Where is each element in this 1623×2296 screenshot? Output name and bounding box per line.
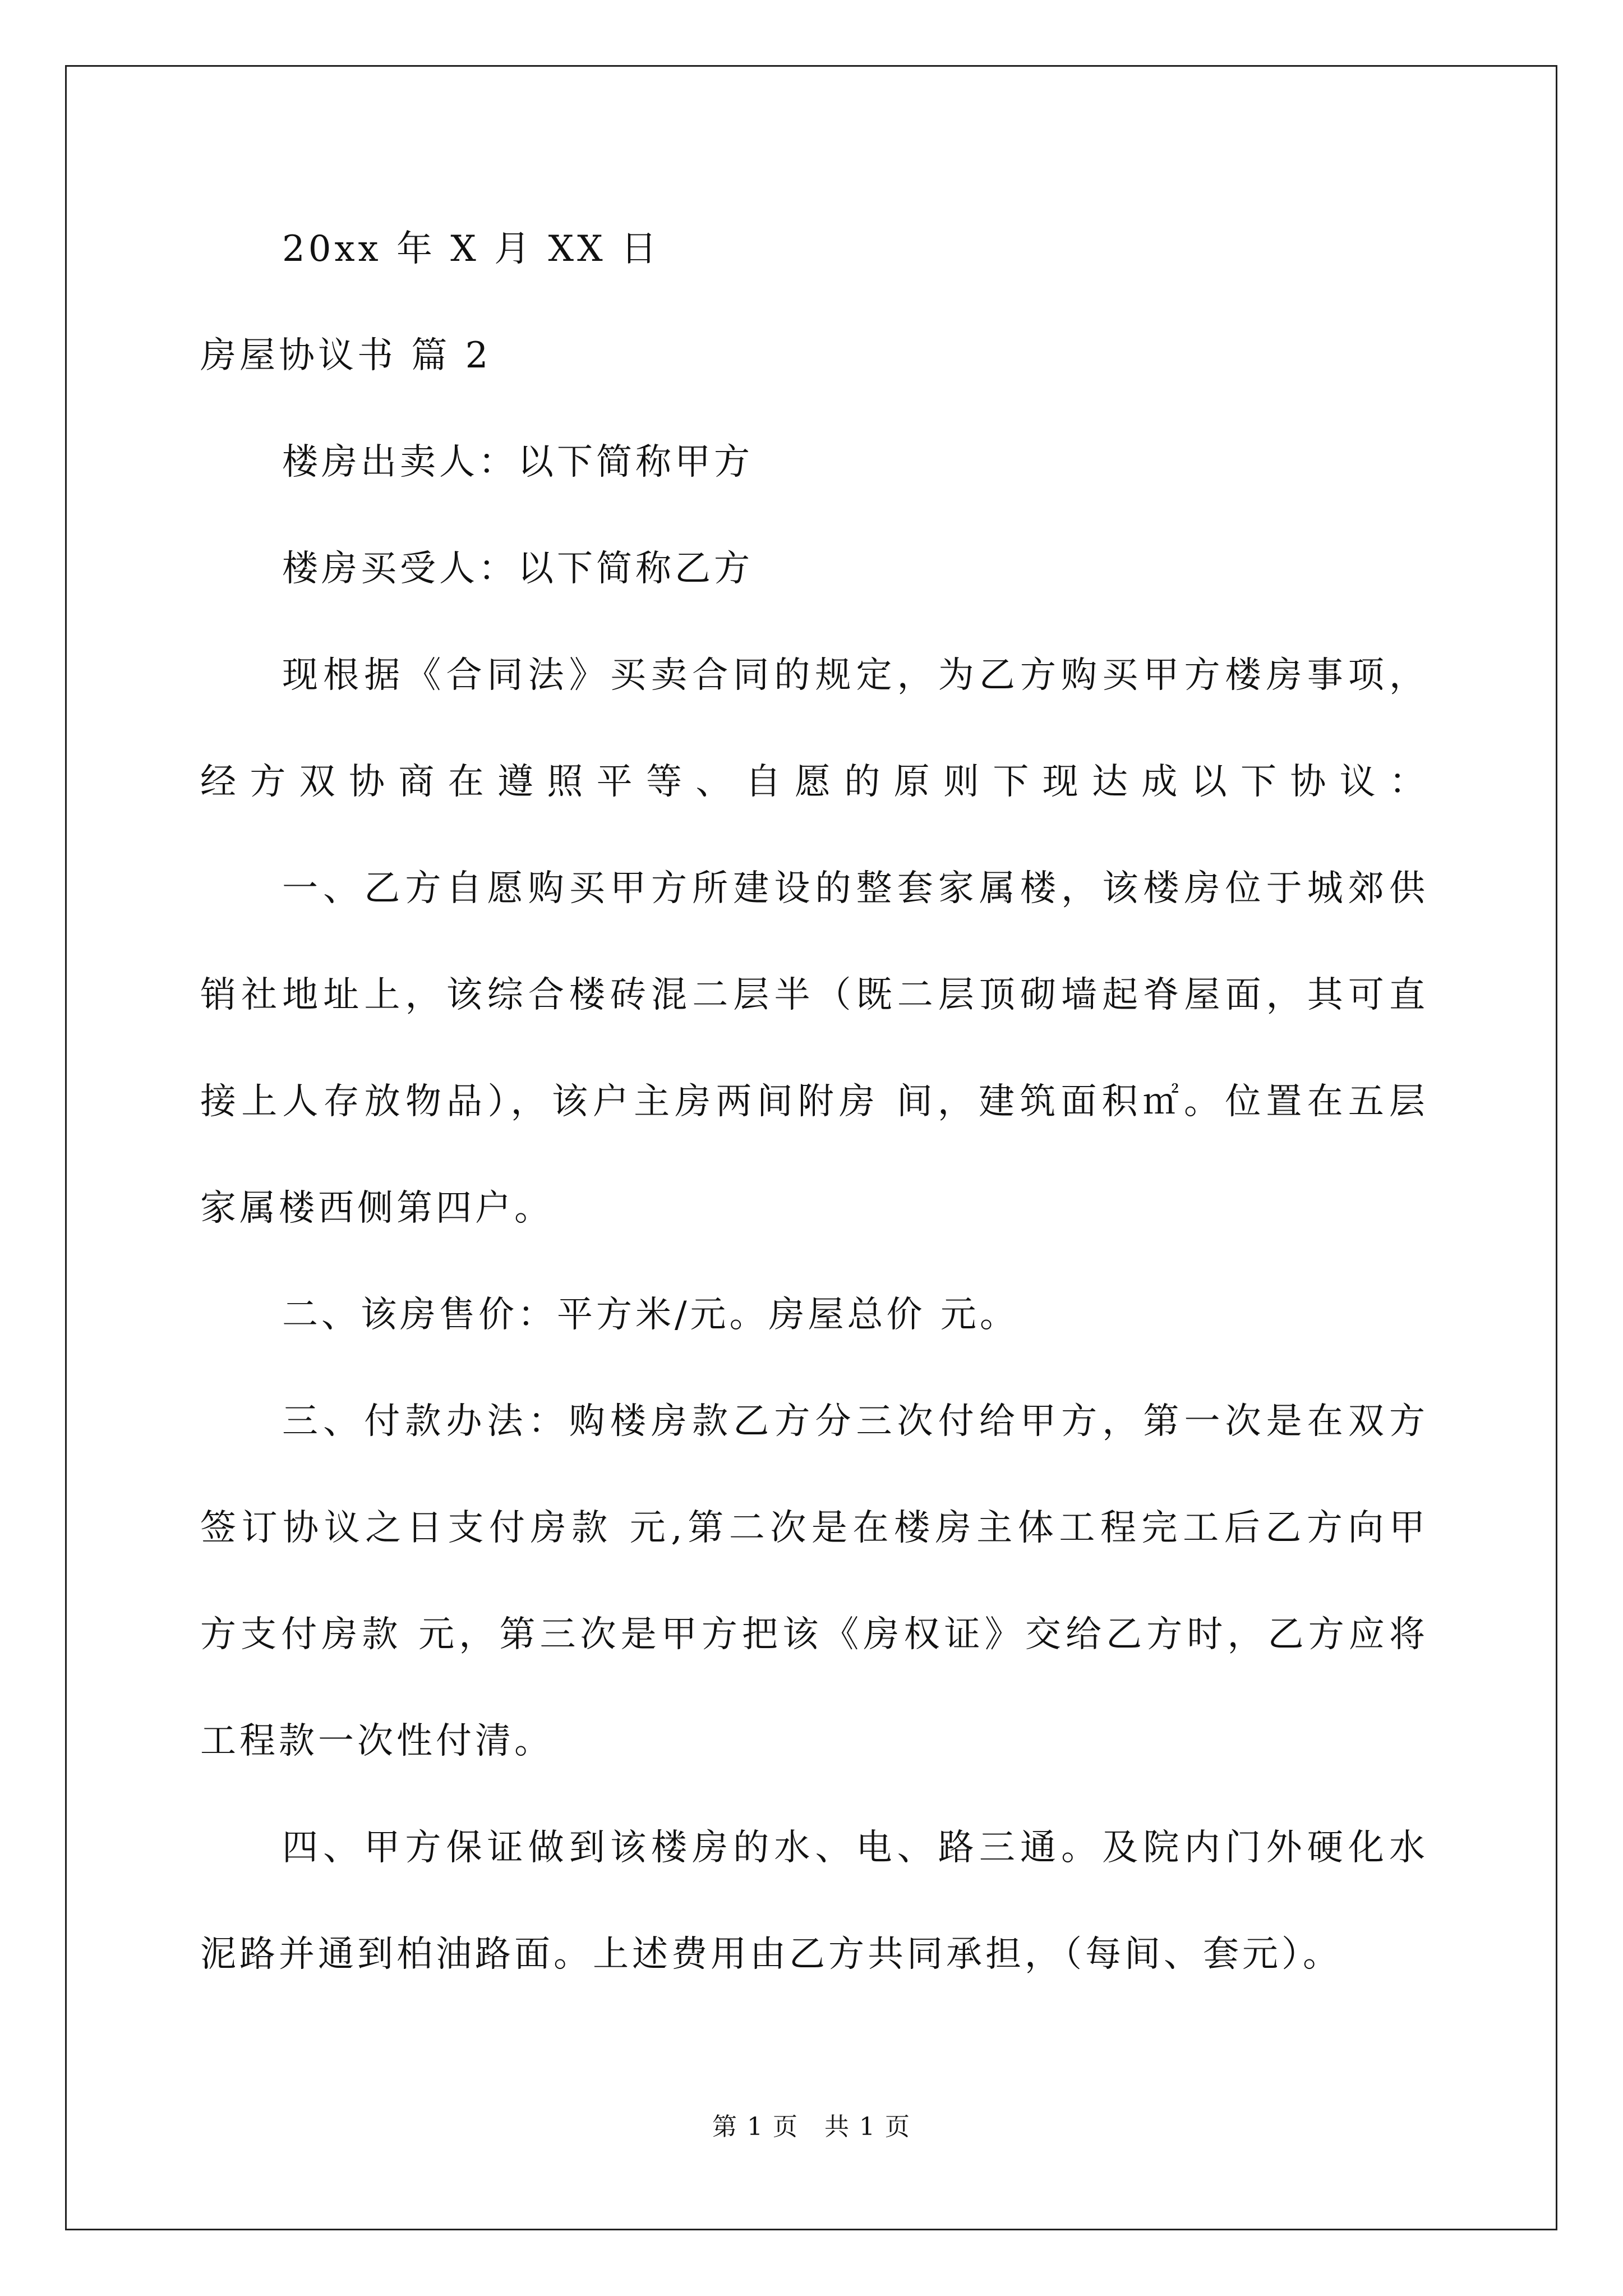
clause-3-line-4: 工程款一次性付清。 [200,1720,554,1762]
clause-1-line-3: 接上人存放物品），该户主房两间附房 间，建筑面积㎡。位置在五层 [200,1081,1428,1122]
section-title: 房屋协议书 篇 2 [200,335,492,376]
document-date: 20xx 年 X 月 XX 日 [282,228,661,270]
clause-3-line-1: 三、付款办法：购楼房款乙方分三次付给甲方，第一次是在双方 [282,1401,1428,1442]
clause-3-line-2: 签订协议之日支付房款 元,第二次是在楼房主体工程完工后乙方向甲 [200,1507,1428,1549]
clause-1-line-4: 家属楼西侧第四户。 [200,1188,554,1229]
clause-1-line-1: 一、乙方自愿购买甲方所建设的整套家属楼，该楼房位于城郊供 [282,868,1428,909]
intro-line-2: 经方双协商在遵照平等、自愿的原则下现达成以下协议： [200,761,1428,803]
seller-line: 楼房出卖人：以下简称甲方 [282,441,753,483]
clause-3-line-3: 方支付房款 元，第三次是甲方把该《房权证》交给乙方时，乙方应将 [200,1614,1428,1655]
clause-4-line-2: 泥路并通到柏油路面。上述费用由乙方共同承担，（每间、套元）。 [200,1934,1342,1975]
clause-2-line: 二、该房售价：平方米/元。房屋总价 元。 [282,1294,1019,1336]
page-border [65,65,1557,2230]
clause-4-line-1: 四、甲方保证做到该楼房的水、电、路三通。及院内门外硬化水 [282,1827,1428,1869]
buyer-line: 楼房买受人：以下简称乙方 [282,548,753,590]
intro-line-1: 现根据《合同法》买卖合同的规定，为乙方购买甲方楼房事项， [282,655,1428,696]
clause-1-line-2: 销社地址上，该综合楼砖混二层半（既二层顶砌墙起脊屋面，其可直 [200,974,1428,1016]
page-number-footer: 第 1 页 共 1 页 [712,2113,911,2141]
